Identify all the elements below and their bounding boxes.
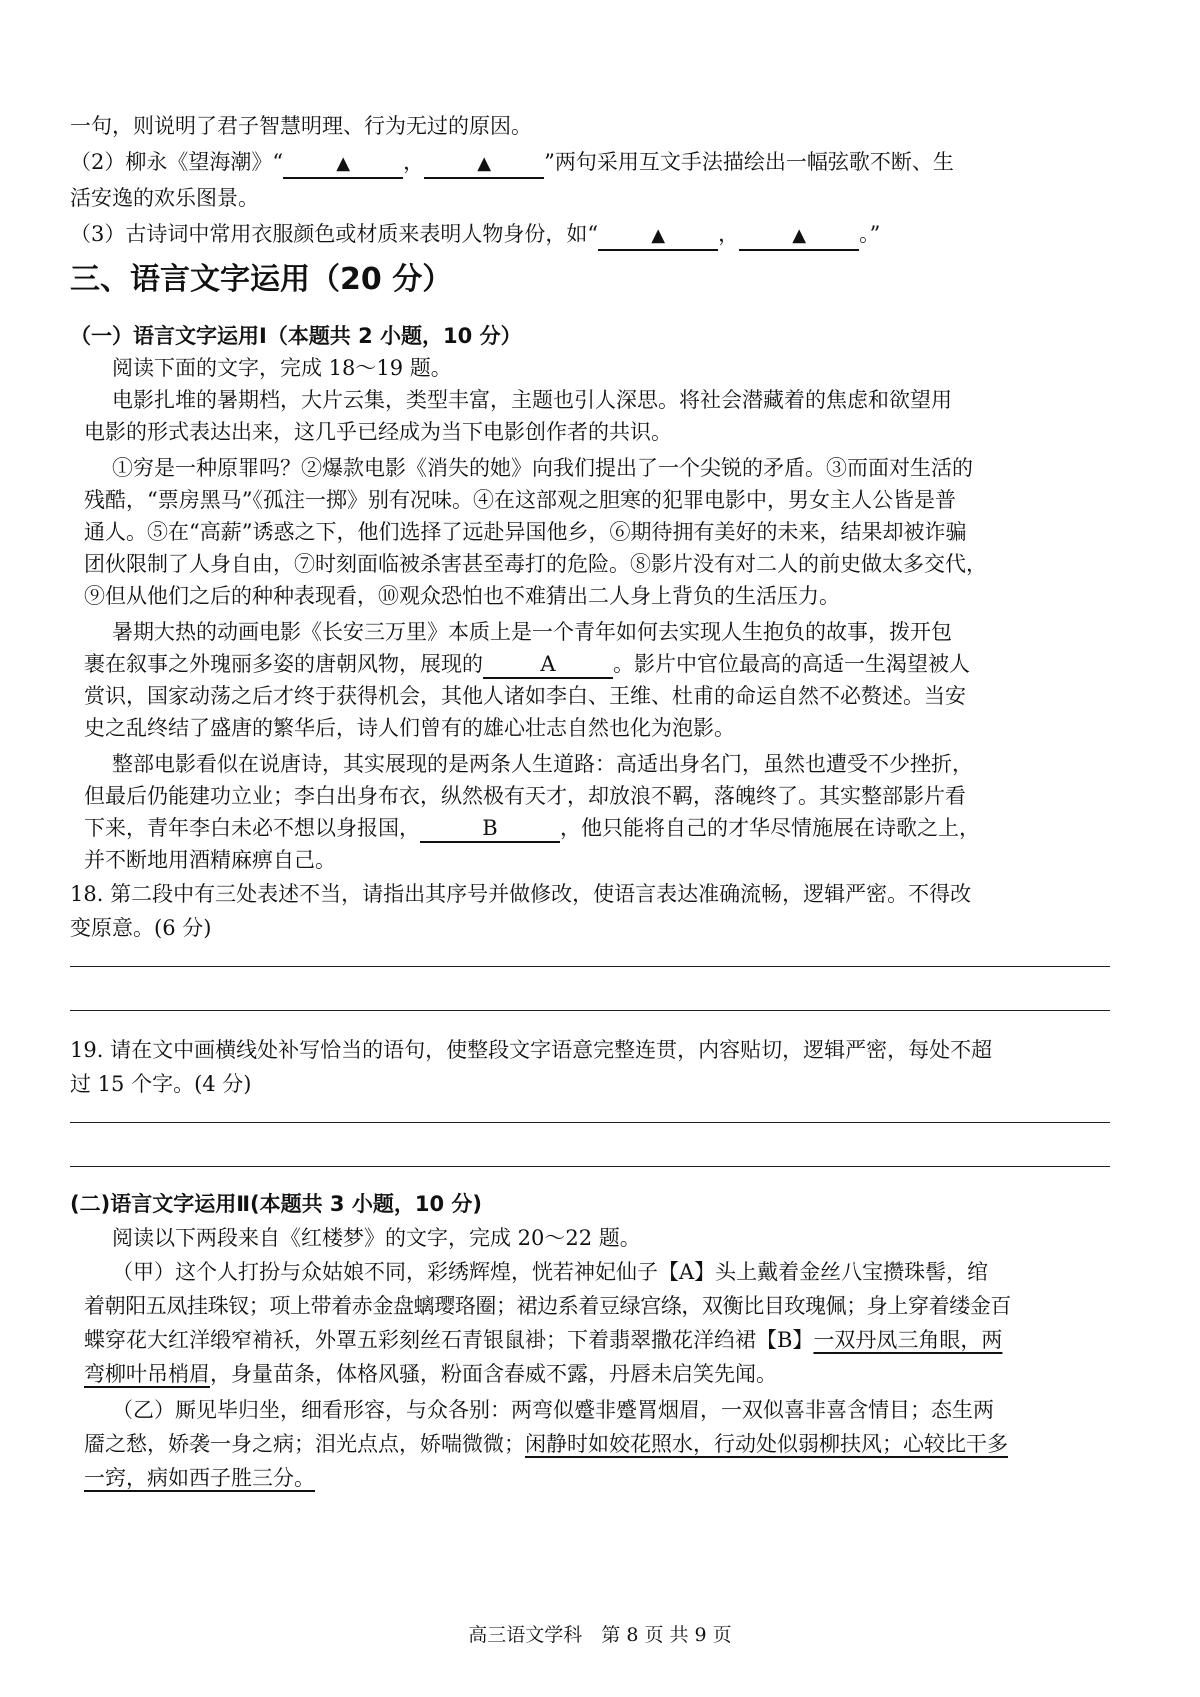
- text-line: 着朝阳五凤挂珠钗；项上带着赤金盘螭璎珞圈；裙边系着豆绿宫绦，双衡比目玫瑰佩；身上穿着缕金百: [84, 1294, 1011, 1318]
- text-span: 蝶穿花大红洋缎窄褃袄，外罩五彩刻丝石青银鼠褂；下着翡翠撒花洋绉裙【B】: [84, 1328, 814, 1352]
- question-18-cont: 变原意。(6 分): [70, 916, 212, 940]
- text-line: 一句，则说明了君子智慧明理、行为无过的原因。: [70, 114, 532, 138]
- question-text: 。”: [859, 222, 881, 246]
- text-line: 残酷，“票房黑马”《孤注一掷》别有况味。④在这部观之胆寒的犯罪电影中，男女主人公皆是普: [84, 488, 956, 512]
- text-line: 暑期大热的动画电影《长安三万里》本质上是一个青年如何去实现人生抱负的故事，拨开包: [112, 620, 952, 644]
- text-line: 史之乱终结了盛唐的繁华后，诗人们曾有的雄心壮志自然也化为泡影。: [84, 716, 735, 740]
- text-span: ，身量苗条，体格风骚，粉面含春威不露，丹唇未启笑先闻。: [210, 1362, 777, 1386]
- text-line: [70, 1460, 1110, 1496]
- text-line: 通人。⑤在“高薪”诱惑之下，他们选择了远赴异国他乡，⑥期待拥有美好的未来，结果却被诈骗: [84, 520, 967, 544]
- section-title: 三、语言文字运用（20 分）: [70, 262, 453, 297]
- underlined-text: 一窍，病如西子胜三分。: [84, 1466, 315, 1490]
- question-2-line: [70, 144, 1110, 180]
- text-line: [70, 1356, 1110, 1392]
- part-title: （一）语言文字运用Ⅰ（本题共 2 小题，10 分）: [70, 324, 522, 348]
- text-span: ，他只能将自己的才华尽情施展在诗歌之上，: [560, 816, 980, 840]
- question-text: ”两句采用互文手法描绘出一幅弦歌不断、生: [544, 150, 954, 174]
- text-line: （乙）厮见毕归坐，细看形容，与众各别：两弯似蹙非蹙罥烟眉，一双似喜非喜含情目；态生两: [112, 1398, 994, 1422]
- answer-line[interactable]: [70, 1166, 1110, 1167]
- comma: ，: [718, 222, 740, 246]
- text-line: 并不断地用酒精麻痹自己。: [84, 848, 336, 872]
- text-span: 下来，青年李白未必不想以身报国，: [84, 816, 420, 840]
- blank-b[interactable]: B: [420, 815, 560, 843]
- underlined-text: 弯柳叶吊梢眉: [84, 1362, 210, 1386]
- text-span: 靥之愁，娇袭一身之病；泪光点点，娇喘微微；: [84, 1432, 525, 1456]
- text-line: 整部电影看似在说唐诗，其实展现的是两条人生道路：高适出身名门，虽然也遭受不少挫折，: [112, 752, 973, 776]
- text-line: ⑨但从他们之后的种种表现看，⑩观众恐怕也不难猜出二人身上背负的生活压力。: [84, 584, 840, 608]
- answer-line[interactable]: [70, 1010, 1110, 1011]
- text-line: ①穷是一种原罪吗？②爆款电影《消失的她》向我们提出了一个尖锐的矛盾。③而面对生活的: [112, 456, 973, 480]
- answer-blank[interactable]: [424, 149, 544, 179]
- question-19-cont: 过 15 个字。(4 分): [70, 1072, 252, 1096]
- answer-line[interactable]: [70, 1122, 1110, 1123]
- text-span: 。影片中官位最高的高适一生渴望被人: [613, 652, 970, 676]
- answer-blank[interactable]: [598, 221, 718, 251]
- part-title: (二)语言文字运用Ⅱ(本题共 3 小题，10 分): [70, 1192, 482, 1216]
- triangle-icon: ▲: [477, 153, 492, 174]
- text-line: 活安逸的欢乐图景。: [70, 186, 259, 210]
- text-line: [70, 1322, 1110, 1358]
- comma: ，: [403, 150, 425, 174]
- text-line: 但最后仍能建功立业；李白出身布衣，纵然极有天才，却放浪不羁，落魄终了。其实整部影片看: [84, 784, 966, 808]
- answer-line[interactable]: [70, 966, 1110, 967]
- question-19: 19. 请在文中画横线处补写恰当的语句，使整段文字语意完整连贯，内容贴切，逻辑严密，每处不超: [70, 1038, 993, 1062]
- text-line: 团伙限制了人身自由，⑦时刻面临被杀害甚至毒打的危险。⑧影片没有对二人的前史做太多交代，: [84, 552, 987, 576]
- question-text: （3）古诗词中常用衣服颜色或材质来表明人物身份，如“: [70, 222, 599, 246]
- answer-blank[interactable]: [283, 149, 403, 179]
- text-line: 电影的形式表达出来，这几乎已经成为当下电影创作者的共识。: [84, 420, 672, 444]
- text-line: [70, 810, 1110, 846]
- instruction: 阅读以下两段来自《红楼梦》的文字，完成 20～22 题。: [112, 1226, 641, 1250]
- text-line: [70, 1426, 1110, 1462]
- answer-blank[interactable]: [739, 221, 859, 251]
- triangle-icon: ▲: [792, 225, 807, 246]
- underlined-text: 闲静时如姣花照水，行动处似弱柳扶风；心较比干多: [525, 1432, 1008, 1456]
- instruction: 阅读下面的文字，完成 18～19 题。: [112, 356, 452, 380]
- text-span: 裹在叙事之外瑰丽多姿的唐朝风物，展现的: [84, 652, 483, 676]
- question-3-line: [70, 216, 1110, 252]
- underlined-text: 一双丹凤三角眼，两: [813, 1328, 1003, 1352]
- text-line: （甲）这个人打扮与众姑娘不同，彩绣辉煌，恍若神妃仙子【A】头上戴着金丝八宝攒珠髻，绾: [112, 1260, 989, 1284]
- blank-a[interactable]: A: [483, 651, 613, 679]
- triangle-icon: ▲: [651, 225, 666, 246]
- page-footer: 高三语文学科 第 8 页 共 9 页: [468, 1624, 732, 1646]
- question-text: （2）柳永《望海潮》“: [70, 150, 284, 174]
- text-line: 赏识，国家动荡之后才终于获得机会，其他人诸如李白、王维、杜甫的命运自然不必赘述。当安: [84, 684, 966, 708]
- text-line: 电影扎堆的暑期档，大片云集，类型丰富，主题也引人深思。将社会潜藏着的焦虑和欲望用: [112, 388, 952, 412]
- question-18: 18. 第二段中有三处表述不当，请指出其序号并做修改，使语言表达准确流畅，逻辑严密。不得改: [70, 882, 972, 906]
- triangle-icon: ▲: [336, 153, 351, 174]
- text-line: [70, 646, 1110, 682]
